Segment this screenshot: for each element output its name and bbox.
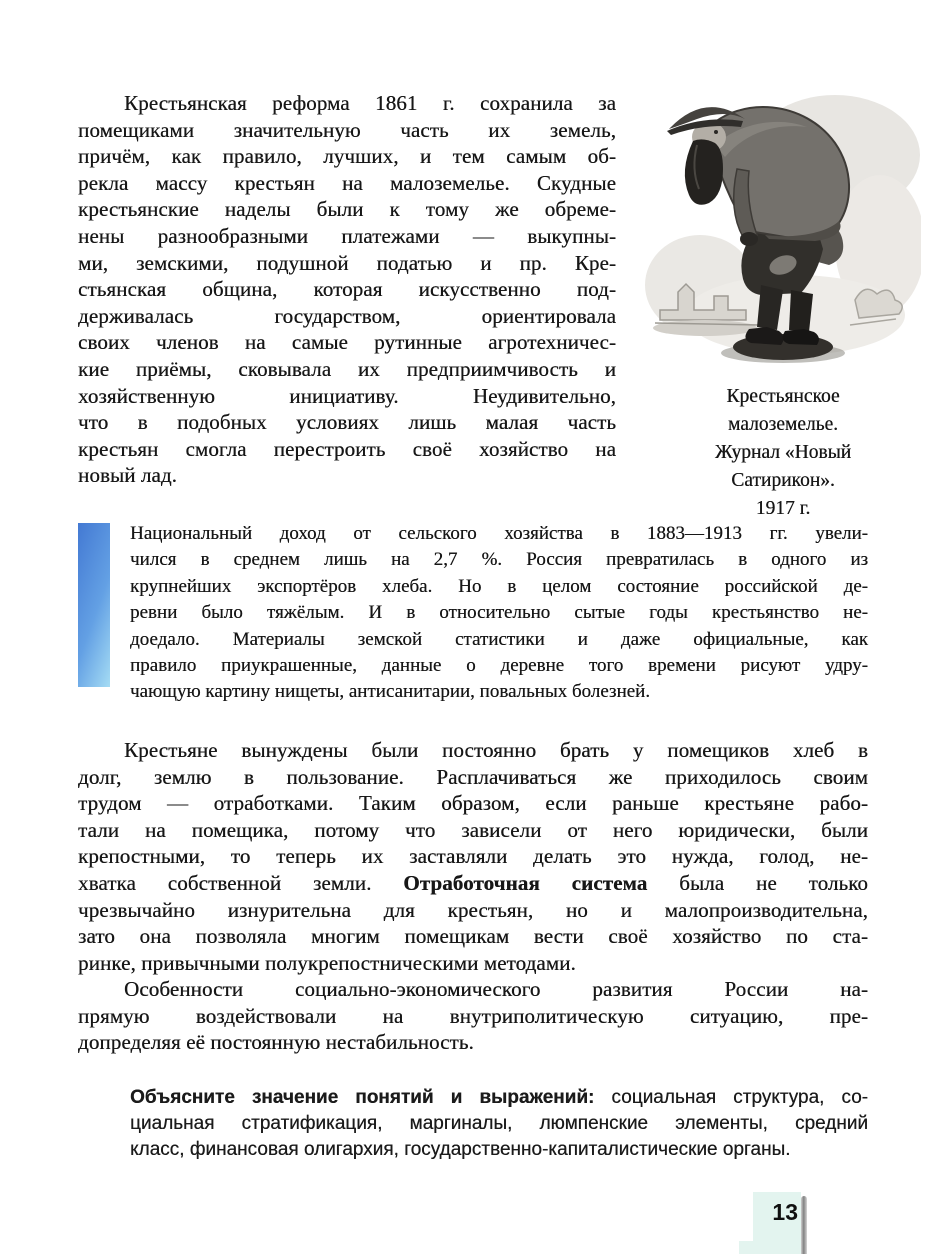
paragraph-social-development: Особенности социально-экономического развития России на- прямую воздействовали на внутриполитическую ситуацию, пре- допределяя её постоянную нестабильность.	[78, 977, 868, 1055]
task-block: Объясните значение понятий и выражений: социальная структура, со- циальная стратификация, маргиналы, люмпенские элементы, средний класс, финансовая олигархия, государственно-капиталистические органы.	[130, 1087, 868, 1160]
paragraph-peasant-reform: Крестьянская реформа 1861 г. сохранила за помещиками значительную часть их земель, причём, как правило, лучших, и тем самым об- рекла массу крестьян на малоземелье. Скудные крестьянские наделы были к тому же обреме- нены разнообразными платежами — выкупны- ми, земскими, подушной податью и пр. Кре- стьянская община, которая искусственно под- держивалась государством, ориентировала своих членов на самые рутинные агротехничес- кие приёмы, сковывала их предприимчивость и хозяйственную инициативу. Неудивительно, что в подобных условиях лишь малая часть крестьян смогла перестроить своё хозяйство на новый лад.	[78, 91, 616, 488]
peasant-caricature-illustration	[645, 85, 921, 373]
fact-box-text: Национальный доход от сельского хозяйства в 1883—1913 гг. увели- чился в среднем лишь на 2,7 %. Россия превратилась в одного из крупнейших экспортёров хлеба. Но в целом состояние российской де- ревни было тяжёлым. И в относительно сытые годы крестьянство не- доедало. Материалы земской статистики и даже официальные, как правило приукрашенные, данные о деревне того времени рисуют удру- чающую картину нищеты, антисанитарии, повальных болезней.	[130, 523, 868, 703]
fact-box	[78, 521, 868, 706]
page-corner-strip	[739, 1241, 801, 1254]
paragraph-otrabotki: Крестьяне вынуждены были постоянно брать у помещиков хлеб в долг, землю в пользование. Расплачиваться же приходилось своим трудом — отработками. Таким образом, если раньше крестьяне рабо- тали на помещика, потому что зависели от него юридически, были крепостными, то теперь их заставляли делать это нужда, голод, не- хватка собственной земли. Отработочная система была не только чрезвычайно изнурительна для крестьян, но и малопроизводительна, зато она позволяла многим помещикам вести своё хозяйство по ста- ринке, привычными полукрепостническими методами.	[78, 738, 868, 975]
figure-illustration	[645, 85, 921, 523]
fact-box-accent-bar	[78, 523, 110, 687]
page-number: 13	[772, 1199, 798, 1225]
spine-line	[801, 1196, 807, 1254]
figure-caption: Крестьянское малоземелье. Журнал «Новый Сатирикон». 1917 г.	[714, 386, 852, 519]
